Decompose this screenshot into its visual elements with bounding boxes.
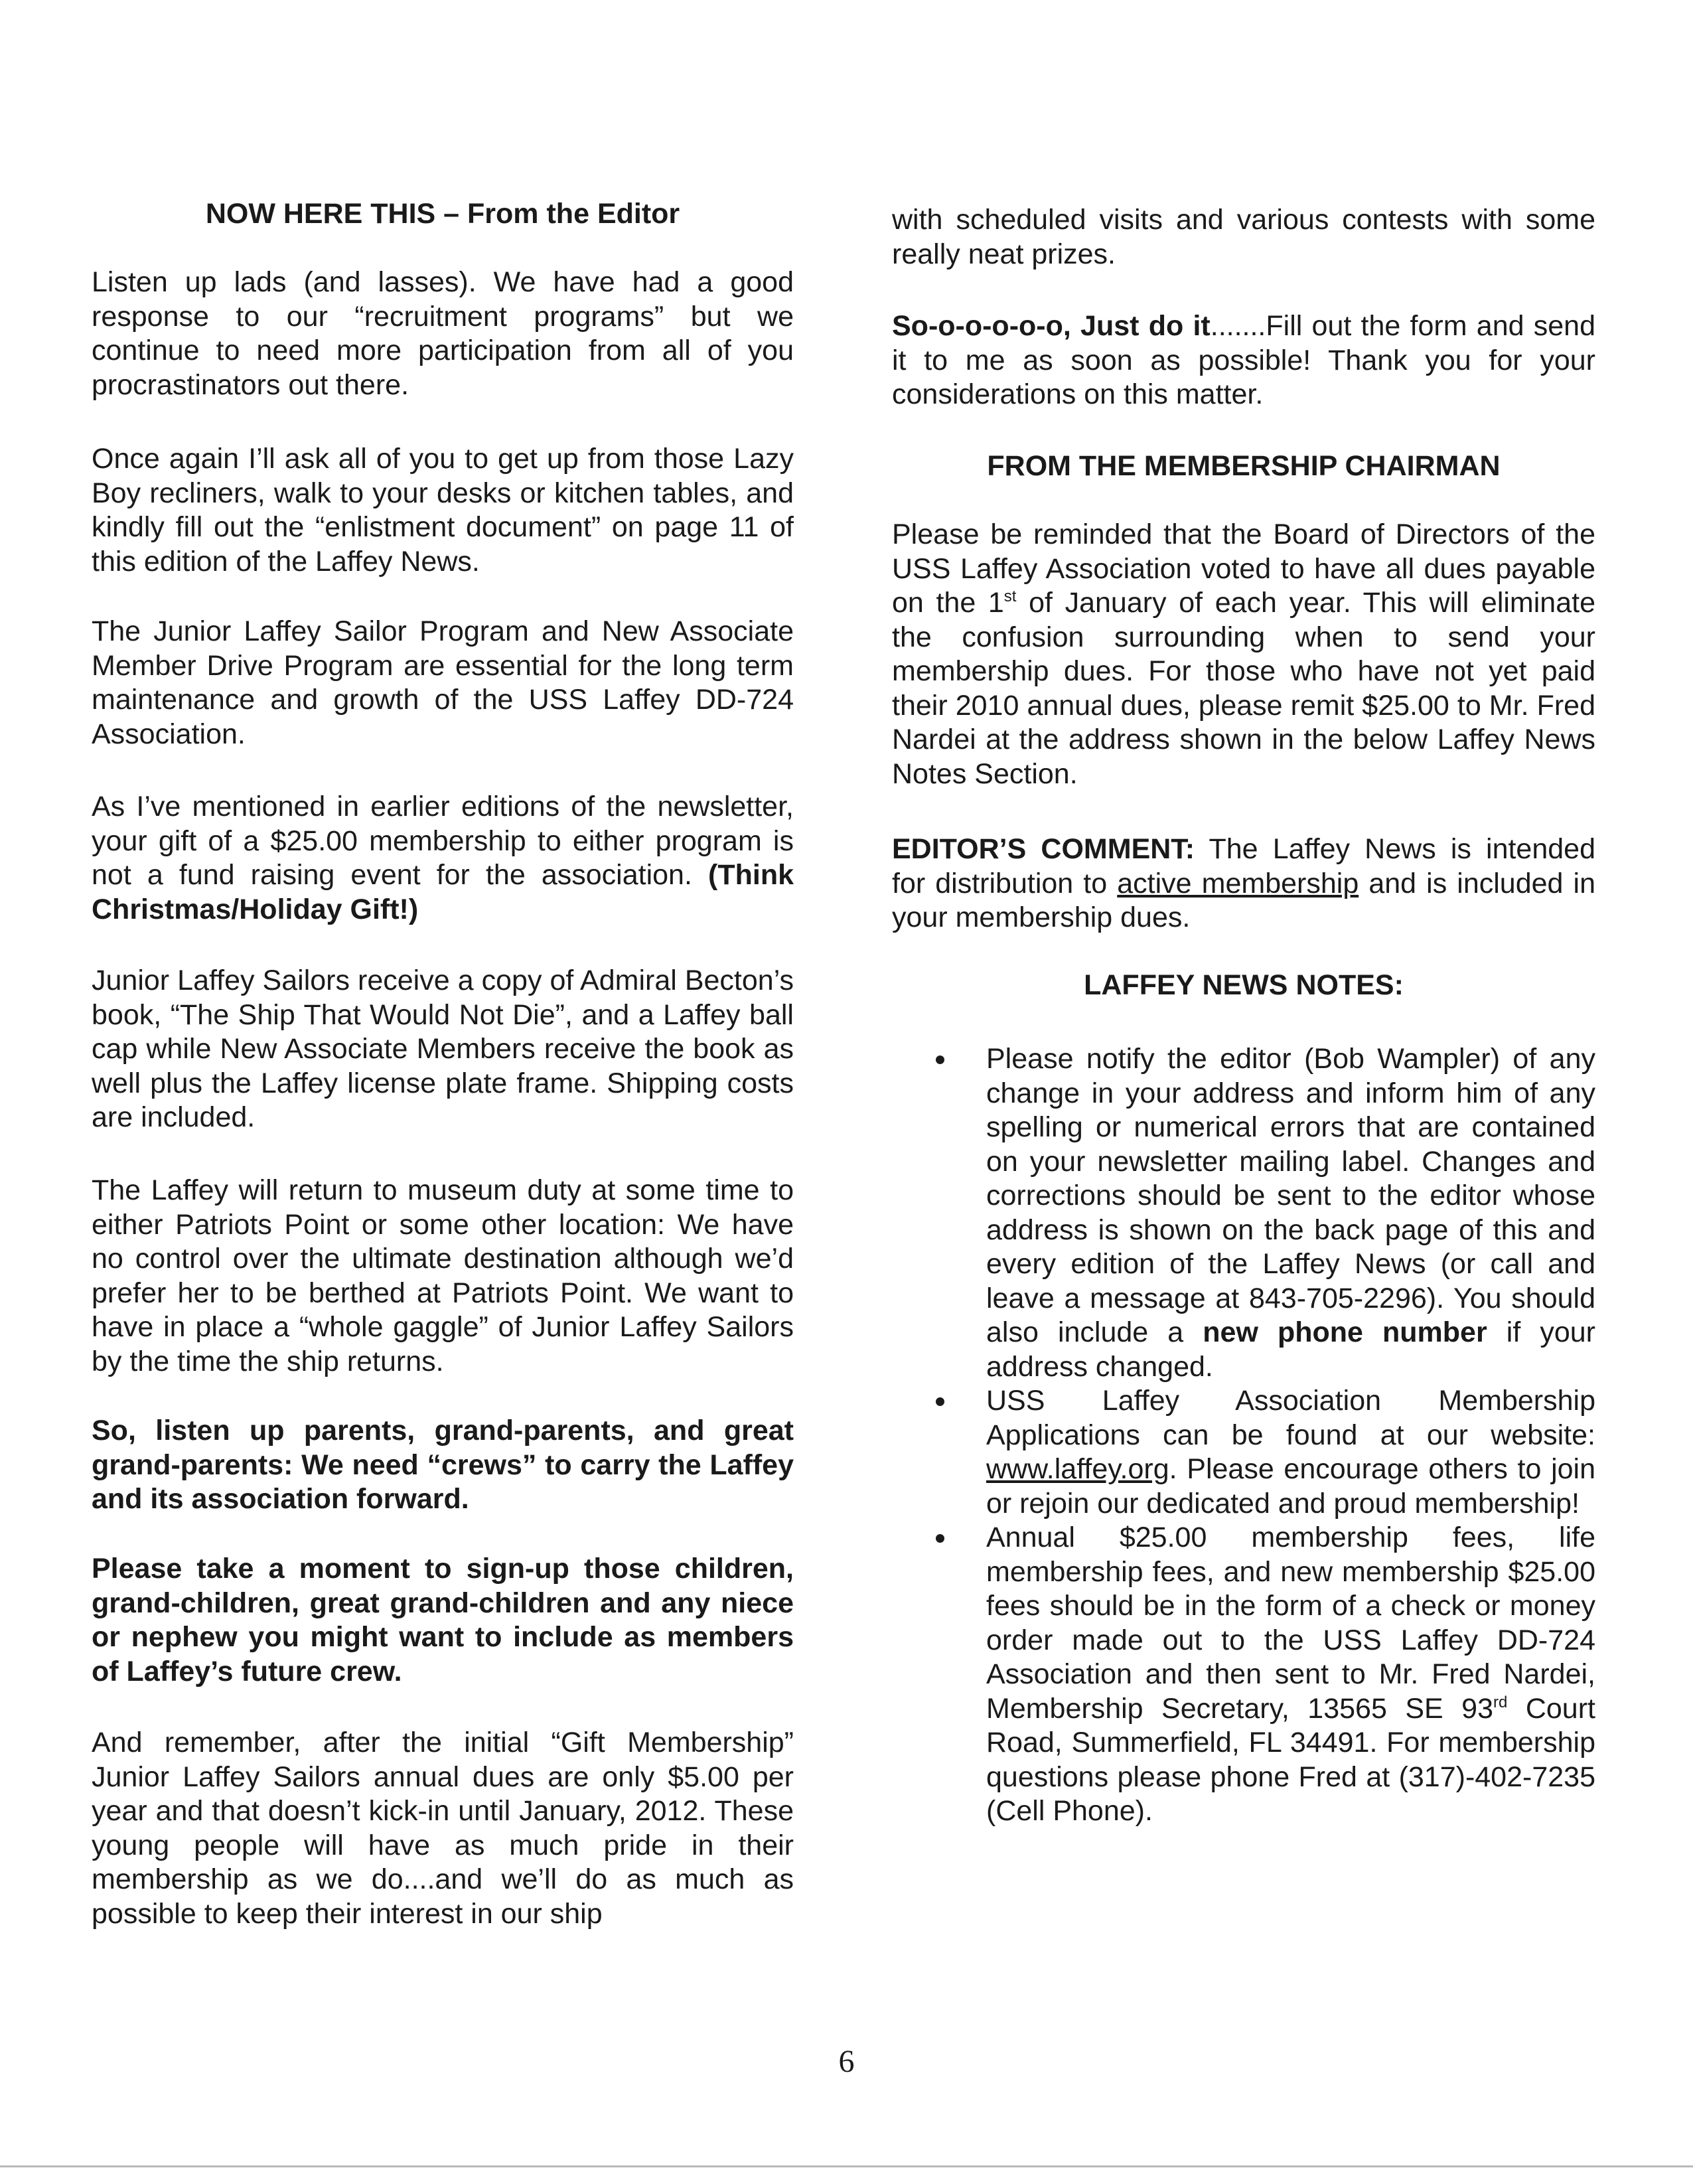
editor-comment <box>892 832 1595 935</box>
news-note-item <box>892 1521 1595 1829</box>
editor-paragraph-3: The Junior Laffey Sailor Program and New Associate Member Drive Program are essential for the long term maintenance and growth of the USS Laffey DD-724 Association. <box>92 615 794 750</box>
editor-comment-label: EDITOR’S COMMENT: <box>892 833 1195 865</box>
signup-callout: Please take a moment to sign-up those children, grand-children, great grand-children and any niece or nephew you might want to include as members of Laffey’s future crew. <box>92 1553 794 1687</box>
editor-paragraph-7: So, listen up parents, grand-parents, and great grand-parents: We need “crews” to carry the Laffey and its association forward. <box>92 1415 794 1515</box>
news-notes-heading: LAFFEY NEWS NOTES: <box>1084 969 1404 1001</box>
paragraph-text: As I’ve mentioned in earlier editions of the newsletter, your gift of a $25.00 membership to either program is not a fund raising event for the association. <box>92 791 794 891</box>
paragraph-text: Annual $25.00 membership fees, life membership fees, and new membership $25.00 fees should be in the form of a check or money order made out to the USS Laffey DD-724 Association and then sent to Mr. Fred Nardei, Membership Secretary, 13565 SE 93 <box>986 1521 1595 1725</box>
news-note-item <box>892 1384 1595 1521</box>
membership-paragraph <box>892 518 1595 791</box>
active-membership: active membership <box>1117 867 1359 899</box>
editor-paragraph-9: And remember, after the initial “Gift Membership” Junior Laffey Sailors annual dues are only $5.00 per year and that doesn’t kick-in until January, 2012. These young people will have as much pride in their membership as we do....and we’ll do as much as possible to keep their interest in our ship <box>92 1727 794 1930</box>
paragraph-text: Please notify the editor (Bob Wampler) of any change in your address and inform him of any spelling or numerical errors that are contained on your newsletter mailing label. Changes and corrections should be sent to the editor whose address is shown on the back page of this and every edition of the Laffey News (or call and leave a message at 843-705-2296). You should also include a <box>986 1043 1595 1348</box>
holiday-gift-note: (Think Christmas/Holiday Gift!) <box>92 859 794 925</box>
website-link[interactable]: www.laffey.org <box>986 1453 1169 1485</box>
just-do-it: So-o-o-o-o-o, Just do it <box>892 310 1211 342</box>
editor-paragraph-1: Listen up lads (and lasses). We have had a good response to our “recruitment programs” but we continue to need more participation from all of you procrastinators out there. <box>92 266 794 401</box>
paragraph-text: of January of each year. This will eliminate the confusion surrounding when to send your membership dues. For those who have not yet paid their 2010 annual dues, please remit $25.00 to Mr. Fred Nardei at the address shown in the below Laffey News Notes Section. <box>892 587 1595 790</box>
new-phone-number: new phone number <box>1203 1316 1487 1348</box>
paragraph-text: and is included in your membership dues. <box>892 867 1595 933</box>
editor-paragraph-5: Junior Laffey Sailors receive a copy of Admiral Becton’s book, “The Ship That Would Not Die”, and a Laffey ball cap while New Associate Members receive the book as well plus the Laffey license plate frame. Shipping costs are included. <box>92 965 794 1133</box>
editor-paragraph-4 <box>92 790 794 927</box>
membership-heading: FROM THE MEMBERSHIP CHAIRMAN <box>987 450 1501 482</box>
news-note-item <box>892 1042 1595 1384</box>
bullet-icon <box>936 1397 944 1406</box>
paragraph-text: Court Road, Summerfield, FL 34491. For membership questions please phone Fred at (317)-402-7235 (Cell Phone). <box>986 1692 1595 1827</box>
paragraph-text: .......Fill out the form and send it to me as soon as possible! Thank you for your considerations on this matter. <box>892 310 1596 410</box>
editor-paragraph-6: The Laffey will return to museum duty at some time to either Patriots Point or some other location: We have no control over the ultimate destination although we’d prefer her to be berthed at Patriots Point. We want to have in place a “whole gaggle” of Junior Laffey Sailors by the time the ship returns. <box>92 1174 794 1377</box>
paragraph-text: USS Laffey Association Membership Applications can be found at our website: <box>986 1385 1595 1451</box>
editor-heading: NOW HERE THIS – From the Editor <box>205 198 680 230</box>
bottom-rule <box>0 2165 1693 2167</box>
paragraph-text: if your address changed. <box>986 1316 1596 1383</box>
paragraph-text: Please be reminded that the Board of Directors of the USS Laffey Association voted to have all dues payable on the 1 <box>892 518 1595 619</box>
news-notes-list <box>892 1042 1595 1829</box>
bullet-icon <box>936 1055 944 1064</box>
paragraph-text: . Please encourage others to join or rejoin our dedicated and proud membership! <box>986 1453 1595 1520</box>
page-number: 6 <box>838 2044 855 2079</box>
bullet-icon <box>936 1534 944 1543</box>
just-do-it-paragraph <box>892 309 1595 412</box>
editor-paragraph-2: Once again I’ll ask all of you to get up from those Lazy Boy recliners, walk to your desks or kitchen tables, and kindly fill out the “enlistment document” on page 11 of this edition of the Laffey News. <box>92 443 794 578</box>
ordinal-suffix: st <box>1003 587 1017 605</box>
ordinal-suffix: rd <box>1493 1693 1508 1711</box>
continued-paragraph: with scheduled visits and various contests with some really neat prizes. <box>892 204 1595 270</box>
paragraph-text: The Laffey News is intended for distribution to <box>892 833 1595 899</box>
